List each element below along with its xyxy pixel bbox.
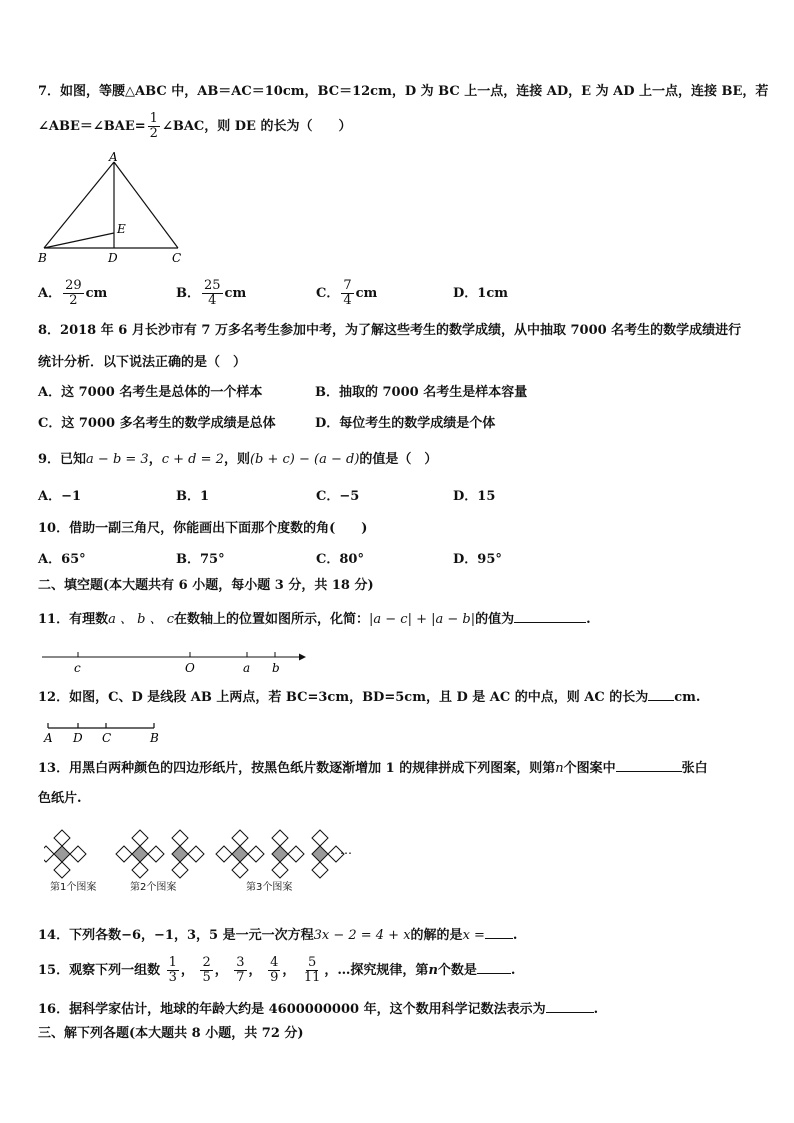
q13-answer-blank[interactable]: [616, 759, 682, 772]
q12-line: 12．如图，C、D 是线段 AB 上两点，若 BC=3cm，BD=5cm，且 D 是 AC 的中点，则 AC 的长为 cm.: [38, 690, 701, 705]
pattern-3-white-tile: [216, 846, 232, 862]
section-2-heading: 二、填空题(本大题共有 6 小题，每小题 3 分，共 18 分): [38, 578, 374, 593]
q7-option-d[interactable]: D．1cm: [453, 286, 508, 301]
pattern-figure: [44, 826, 374, 888]
q12-answer-blank[interactable]: [648, 688, 674, 701]
pattern-2-white-tile: [148, 846, 164, 862]
pattern-3-black-tile: [272, 846, 288, 862]
pattern-2-white-tile: [132, 862, 148, 878]
label-A: A: [109, 152, 118, 164]
q7-line1: 7．如图，等腰△ABC 中，AB＝AC＝10cm，BC＝12cm，D 为 BC 上一点，连接 AD，E 为 AD 上一点，连接 BE，若: [38, 84, 769, 99]
pattern-3-white-tile: [232, 862, 248, 878]
pattern-2-black-tile: [172, 846, 188, 862]
pattern-3-white-tile: [232, 830, 248, 846]
seg-label-B: B: [150, 731, 159, 745]
pattern-1-white-tile: [70, 846, 86, 862]
q9-cond2: c + d = 2: [161, 452, 224, 467]
q8-option-c[interactable]: C．这 7000 多名考生的数学成绩是总体: [38, 416, 276, 431]
pattern-2-white-tile: [188, 846, 204, 862]
q11-answer-blank[interactable]: [514, 610, 586, 623]
q10-line: 10．借助一副三角尺，你能画出下面那个度数的角( ): [38, 521, 368, 536]
q10-option-a[interactable]: A．65°: [38, 552, 86, 567]
axis-label-c: c: [74, 661, 81, 675]
q7-option-b[interactable]: B． $\frac{25}{4}$ cm: [176, 278, 247, 308]
q13-line2: 色纸片.: [38, 791, 82, 806]
q7-line2-post: ∠BAC，则 DE 的长为（ ）: [161, 119, 352, 134]
q10-option-d[interactable]: D．95°: [453, 552, 502, 567]
segment-figure: [40, 722, 170, 746]
seg-label-D: D: [73, 731, 83, 745]
seg-label-A: A: [44, 731, 53, 745]
axis-label-O: O: [185, 661, 195, 675]
pattern-2-white-tile: [116, 846, 132, 862]
q9-line: 9．已知a − b = 3，c + d = 2，则(b + c) − (a − d)的值是（ ）: [38, 452, 438, 467]
q16-line: 16．据科学家估计，地球的年龄大约是 4600000000 年，这个数用科学记数法表示为 .: [38, 1002, 599, 1017]
q8-line2: 统计分析．以下说法正确的是（ ）: [38, 355, 247, 370]
q9-option-d[interactable]: D．15: [453, 489, 496, 504]
q15-line: 15．观察下列一组数 $\frac{1}{3}$ ， $\frac{2}{5}$ ， $\frac{3}{7}$ ， $\frac{4}{9}$ ， $\frac{5}{11}$ ，…探究规律，第n个数是 .: [38, 955, 516, 985]
q9-option-b[interactable]: B．1: [176, 489, 210, 504]
pattern-3-white-tile: [272, 862, 288, 878]
q8-option-b[interactable]: B．抽取的 7000 名考生是样本容量: [315, 385, 528, 400]
label-C: C: [172, 251, 182, 264]
q11-line: 11．有理数a 、 b 、 c在数轴上的位置如图所示，化简：|a − c| + |a − b|的值为 .: [38, 612, 591, 627]
pattern-2-white-tile: [132, 830, 148, 846]
pattern-2-black-tile: [132, 846, 148, 862]
q7-line2: [38, 112, 352, 141]
q7-option-c[interactable]: C． $\frac{7}{4}$ cm: [316, 278, 378, 308]
pattern-3-white-tile: [248, 846, 264, 862]
pattern-2-white-tile: [172, 830, 188, 846]
seg-label-C: C: [102, 731, 112, 745]
pattern-3-white-tile: [312, 830, 328, 846]
pattern-caption-1: 第1个图案: [50, 882, 97, 893]
pattern-caption-3: 第3个图案: [246, 882, 293, 893]
label-D: D: [108, 251, 118, 264]
pattern-1-white-tile: [54, 830, 70, 846]
pattern-3-black-tile: [232, 846, 248, 862]
q7-line2-pre: ∠ABE＝∠BAE=: [38, 119, 146, 134]
q8-option-a[interactable]: A．这 7000 名考生是总体的一个样本: [38, 385, 263, 400]
q13-line1: 13．用黑白两种颜色的四边形纸片，按黑色纸片数逐渐增加 1 的规律拼成下列图案，则第n个图案中 张白: [38, 761, 708, 776]
triangle-figure: [36, 152, 196, 264]
pattern-ellipsis: …: [340, 843, 352, 857]
label-E: E: [117, 222, 126, 236]
pattern-caption-2: 第2个图案: [130, 882, 177, 893]
q8-option-d[interactable]: D．每位考生的数学成绩是个体: [315, 416, 496, 431]
pattern-1-white-tile: [54, 862, 70, 878]
q14-answer-blank[interactable]: [485, 926, 513, 939]
q14-line: 14．下列各数−6，−1，3，5 是一元一次方程3x − 2 = 4 + x的解的是x = .: [38, 928, 518, 943]
pattern-2-white-tile: [172, 862, 188, 878]
q10-option-c[interactable]: C．80°: [316, 552, 364, 567]
q10-option-b[interactable]: B．75°: [176, 552, 225, 567]
q15-answer-blank[interactable]: [477, 961, 511, 974]
q11-expr: |a − c| + |a − b|: [369, 612, 476, 627]
pattern-3-black-tile: [312, 846, 328, 862]
q16-answer-blank[interactable]: [546, 1000, 594, 1013]
q9-option-a[interactable]: A．−1: [38, 489, 82, 504]
pattern-1-black-tile: [54, 846, 70, 862]
label-B: B: [38, 251, 47, 264]
half-fraction: $\frac{1}{2}$: [149, 111, 158, 141]
q8-line1: 8．2018 年 6 月长沙市有 7 万多名考生参加中考，为了解这些考生的数学成绩，从中抽取 7000 名考生的数学成绩进行: [38, 323, 742, 338]
pattern-3-white-tile: [272, 830, 288, 846]
q14-equation: 3x − 2 = 4 + x: [313, 928, 411, 943]
pattern-1-white-tile: [44, 846, 54, 862]
q7-option-a[interactable]: A． $\frac{29}{2}$ cm: [38, 278, 108, 308]
axis-label-a: a: [243, 661, 251, 675]
number-line: [40, 650, 320, 676]
pattern-3-white-tile: [288, 846, 304, 862]
q9-option-c[interactable]: C．−5: [316, 489, 360, 504]
q9-expr: (b + c) − (a − d): [249, 452, 360, 467]
axis-label-b: b: [272, 661, 280, 675]
q9-cond1: a − b = 3: [86, 452, 149, 467]
section-3-heading: 三、解下列各题(本大题共 8 小题，共 72 分): [38, 1026, 304, 1041]
pattern-3-white-tile: [312, 862, 328, 878]
